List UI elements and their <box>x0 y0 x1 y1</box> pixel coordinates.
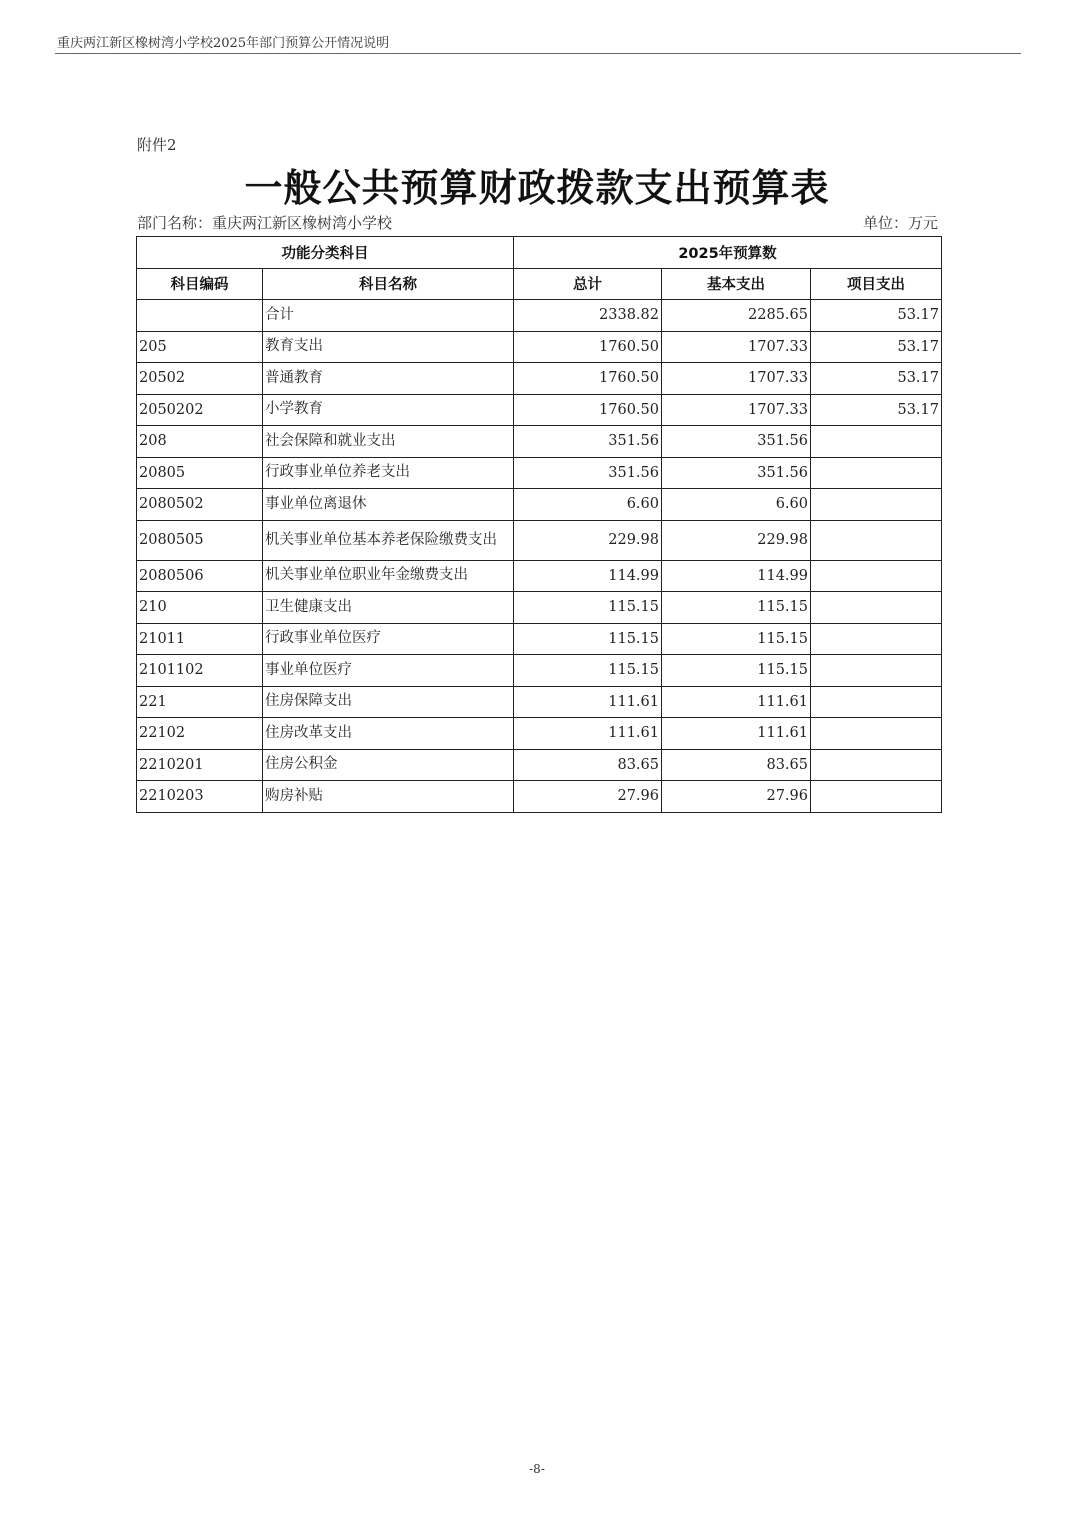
row-basic: 111.61 <box>662 686 811 718</box>
attachment-label: 附件2 <box>137 136 177 154</box>
row-name: 机关事业单位职业年金缴费支出 <box>263 560 514 592</box>
row-code: 2210203 <box>137 781 263 813</box>
row-project <box>811 457 942 489</box>
department-line: 部门名称：重庆两江新区橡树湾小学校 <box>137 214 393 232</box>
unit-line: 单位：万元 <box>862 214 938 232</box>
row-total: 6.60 <box>514 489 662 521</box>
row-name: 事业单位离退休 <box>263 489 514 521</box>
column-header-total: 总计 <box>514 268 662 300</box>
row-project <box>811 489 942 521</box>
table-row <box>137 623 942 655</box>
row-total: 229.98 <box>514 520 662 560</box>
row-code: 2080505 <box>137 520 263 560</box>
page-title: 一般公共预算财政拨款支出预算表 <box>244 166 830 210</box>
row-name: 住房公积金 <box>263 749 514 781</box>
row-basic: 229.98 <box>662 520 811 560</box>
row-basic: 1707.33 <box>662 394 811 426</box>
row-name: 行政事业单位医疗 <box>263 623 514 655</box>
header-divider <box>55 53 1021 54</box>
table-row <box>137 363 942 395</box>
row-project: 53.17 <box>811 394 942 426</box>
table-row <box>137 718 942 750</box>
row-project <box>811 520 942 560</box>
table-row <box>137 300 942 332</box>
table-row <box>137 592 942 624</box>
budget-group-header: 2025年预算数 <box>514 237 942 269</box>
row-total: 83.65 <box>514 749 662 781</box>
row-total: 1760.50 <box>514 394 662 426</box>
row-basic: 115.15 <box>662 655 811 687</box>
row-basic: 1707.33 <box>662 331 811 363</box>
row-basic: 1707.33 <box>662 363 811 395</box>
row-project: 53.17 <box>811 331 942 363</box>
row-total: 115.15 <box>514 655 662 687</box>
row-name: 社会保障和就业支出 <box>263 426 514 458</box>
row-project <box>811 426 942 458</box>
row-project <box>811 560 942 592</box>
row-total: 1760.50 <box>514 363 662 395</box>
row-total: 351.56 <box>514 426 662 458</box>
row-total: 111.61 <box>514 686 662 718</box>
table-row <box>137 426 942 458</box>
column-header-row <box>137 268 942 300</box>
row-basic: 2285.65 <box>662 300 811 332</box>
row-code: 22102 <box>137 718 263 750</box>
row-name: 事业单位医疗 <box>263 655 514 687</box>
row-total: 27.96 <box>514 781 662 813</box>
row-basic: 83.65 <box>662 749 811 781</box>
row-name: 住房保障支出 <box>263 686 514 718</box>
row-project: 53.17 <box>811 363 942 395</box>
row-code: 221 <box>137 686 263 718</box>
table-row <box>137 686 942 718</box>
group-header-row <box>137 237 942 269</box>
table-row <box>137 781 942 813</box>
row-name: 教育支出 <box>263 331 514 363</box>
row-name: 机关事业单位基本养老保险缴费支出 <box>263 520 514 560</box>
table-row <box>137 331 942 363</box>
classification-group-header: 功能分类科目 <box>137 237 514 269</box>
row-basic: 115.15 <box>662 592 811 624</box>
table-body <box>137 300 942 813</box>
page-number: -8- <box>529 1462 545 1476</box>
row-code: 2080506 <box>137 560 263 592</box>
row-project <box>811 686 942 718</box>
row-code: 210 <box>137 592 263 624</box>
table-row <box>137 560 942 592</box>
row-code: 20502 <box>137 363 263 395</box>
table-row <box>137 457 942 489</box>
row-project <box>811 592 942 624</box>
table-row <box>137 655 942 687</box>
row-total: 114.99 <box>514 560 662 592</box>
row-code: 20805 <box>137 457 263 489</box>
column-header-project: 项目支出 <box>811 268 942 300</box>
row-name: 购房补贴 <box>263 781 514 813</box>
row-name: 行政事业单位养老支出 <box>263 457 514 489</box>
row-name: 普通教育 <box>263 363 514 395</box>
row-total: 351.56 <box>514 457 662 489</box>
row-code: 2210201 <box>137 749 263 781</box>
row-basic: 27.96 <box>662 781 811 813</box>
row-total: 115.15 <box>514 592 662 624</box>
row-code: 21011 <box>137 623 263 655</box>
row-basic: 6.60 <box>662 489 811 521</box>
row-project <box>811 718 942 750</box>
row-code: 2050202 <box>137 394 263 426</box>
row-code: 2080502 <box>137 489 263 521</box>
row-project <box>811 655 942 687</box>
table-row <box>137 489 942 521</box>
running-header: 重庆两江新区橡树湾小学校2025年部门预算公开情况说明 <box>57 36 390 51</box>
row-project: 53.17 <box>811 300 942 332</box>
row-total: 2338.82 <box>514 300 662 332</box>
row-name: 卫生健康支出 <box>263 592 514 624</box>
row-code: 205 <box>137 331 263 363</box>
row-total: 111.61 <box>514 718 662 750</box>
column-header-basic: 基本支出 <box>662 268 811 300</box>
budget-table <box>136 236 942 813</box>
row-code: 208 <box>137 426 263 458</box>
row-project <box>811 623 942 655</box>
row-name: 合计 <box>263 300 514 332</box>
table-row <box>137 394 942 426</box>
row-basic: 114.99 <box>662 560 811 592</box>
column-header-code: 科目编码 <box>137 268 263 300</box>
table-row <box>137 520 942 560</box>
row-name: 住房改革支出 <box>263 718 514 750</box>
row-basic: 351.56 <box>662 457 811 489</box>
row-code <box>137 300 263 332</box>
table-row <box>137 749 942 781</box>
row-total: 1760.50 <box>514 331 662 363</box>
row-basic: 115.15 <box>662 623 811 655</box>
row-total: 115.15 <box>514 623 662 655</box>
row-project <box>811 781 942 813</box>
column-header-name: 科目名称 <box>263 268 514 300</box>
row-name: 小学教育 <box>263 394 514 426</box>
row-basic: 351.56 <box>662 426 811 458</box>
row-code: 2101102 <box>137 655 263 687</box>
row-basic: 111.61 <box>662 718 811 750</box>
row-project <box>811 749 942 781</box>
